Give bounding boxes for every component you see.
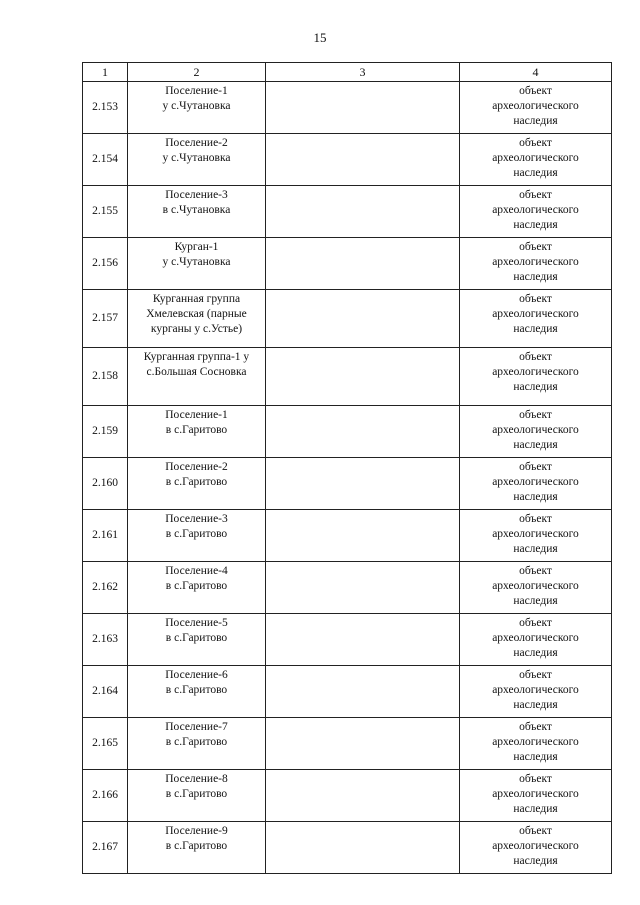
object-category-line: наследия <box>513 271 558 283</box>
column-3-cell <box>266 290 460 348</box>
object-category-line: археологического <box>492 684 579 696</box>
object-name <box>128 458 266 510</box>
column-3-cell <box>266 614 460 666</box>
table-row <box>83 348 612 406</box>
object-category-line: объект <box>519 461 552 473</box>
object-category-line: объект <box>519 241 552 253</box>
row-number: 2.164 <box>83 666 128 718</box>
row-number: 2.166 <box>83 770 128 822</box>
object-category-line: объект <box>519 669 552 681</box>
column-header-4: 4 <box>460 63 612 82</box>
table-row <box>83 666 612 718</box>
table-row <box>83 406 612 458</box>
object-name-line: Поселение-3 <box>165 189 228 201</box>
table-row <box>83 290 612 348</box>
object-category-line: археологического <box>492 840 579 852</box>
object-category-line: наследия <box>513 595 558 607</box>
object-category-line: археологического <box>492 788 579 800</box>
object-category <box>460 562 612 614</box>
row-number: 2.154 <box>83 134 128 186</box>
object-category-line: археологического <box>492 580 579 592</box>
object-name-line: в с.Чутановка <box>162 204 231 216</box>
object-name-line: в с.Гаритово <box>165 736 228 748</box>
object-category-line: археологического <box>492 366 579 378</box>
object-category-line: археологического <box>492 424 579 436</box>
row-number: 2.163 <box>83 614 128 666</box>
table-row <box>83 458 612 510</box>
object-category-line: археологического <box>492 308 579 320</box>
object-name-line: Поселение-1 <box>165 85 228 97</box>
column-3-cell <box>266 458 460 510</box>
column-header-2: 2 <box>128 63 266 82</box>
object-name-line: Поселение-3 <box>165 513 228 525</box>
row-number: 2.162 <box>83 562 128 614</box>
object-name <box>128 290 266 348</box>
object-category-line: наследия <box>513 219 558 231</box>
object-category-line: объект <box>519 825 552 837</box>
object-category-line: объект <box>519 773 552 785</box>
object-category-line: археологического <box>492 152 579 164</box>
object-name-line: в с.Гаритово <box>165 580 228 592</box>
row-number: 2.159 <box>83 406 128 458</box>
column-3-cell <box>266 770 460 822</box>
object-name <box>128 186 266 238</box>
object-name <box>128 510 266 562</box>
object-name <box>128 614 266 666</box>
object-category <box>460 458 612 510</box>
object-name-line: в с.Гаритово <box>165 476 228 488</box>
object-category-line: объект <box>519 721 552 733</box>
object-name <box>128 82 266 134</box>
column-3-cell <box>266 510 460 562</box>
object-category-line: наследия <box>513 647 558 659</box>
object-category-line: наследия <box>513 543 558 555</box>
object-name <box>128 406 266 458</box>
object-name-line: у с.Чутановка <box>162 100 231 112</box>
table-body <box>83 82 612 874</box>
object-name-line: в с.Гаритово <box>165 684 228 696</box>
table-row <box>83 822 612 874</box>
object-category-line: археологического <box>492 736 579 748</box>
object-category-line: объект <box>519 351 552 363</box>
column-3-cell <box>266 238 460 290</box>
object-category-line: наследия <box>513 167 558 179</box>
object-category-line: археологического <box>492 204 579 216</box>
object-category-line: наследия <box>513 699 558 711</box>
row-number: 2.157 <box>83 290 128 348</box>
object-name-line: Поселение-7 <box>165 721 228 733</box>
object-category-line: объект <box>519 565 552 577</box>
object-name <box>128 348 266 406</box>
column-header-1: 1 <box>83 63 128 82</box>
table-row <box>83 134 612 186</box>
row-number: 2.158 <box>83 348 128 406</box>
object-category-line: археологического <box>492 100 579 112</box>
row-number: 2.165 <box>83 718 128 770</box>
object-category-line: объект <box>519 409 552 421</box>
object-category <box>460 82 612 134</box>
table-row <box>83 82 612 134</box>
object-name-line: в с.Гаритово <box>165 788 228 800</box>
object-name-line: Поселение-2 <box>165 461 228 473</box>
object-name-line: Курган-1 <box>174 241 219 253</box>
table-row <box>83 186 612 238</box>
column-3-cell <box>266 562 460 614</box>
object-category-line: наследия <box>513 751 558 763</box>
table-row <box>83 238 612 290</box>
object-name <box>128 238 266 290</box>
object-category-line: наследия <box>513 491 558 503</box>
column-3-cell <box>266 186 460 238</box>
object-name-line: Курганная группа <box>152 293 241 305</box>
column-header-3: 3 <box>266 63 460 82</box>
object-name <box>128 718 266 770</box>
object-category-line: археологического <box>492 256 579 268</box>
object-category-line: объект <box>519 513 552 525</box>
object-category-line: объект <box>519 137 552 149</box>
object-category <box>460 614 612 666</box>
row-number: 2.167 <box>83 822 128 874</box>
object-category <box>460 348 612 406</box>
object-category-line: наследия <box>513 855 558 867</box>
column-3-cell <box>266 718 460 770</box>
object-name-line: в с.Гаритово <box>165 840 228 852</box>
object-category <box>460 238 612 290</box>
object-name-line: Хмелевская (парные <box>146 308 247 320</box>
column-3-cell <box>266 406 460 458</box>
column-3-cell <box>266 82 460 134</box>
column-3-cell <box>266 348 460 406</box>
table-row <box>83 614 612 666</box>
object-category-line: объект <box>519 85 552 97</box>
object-name-line: Поселение-6 <box>165 669 228 681</box>
object-category-line: наследия <box>513 803 558 815</box>
object-name-line: Поселение-9 <box>165 825 228 837</box>
object-name-line: Поселение-4 <box>165 565 228 577</box>
column-3-cell <box>266 134 460 186</box>
object-category-line: объект <box>519 293 552 305</box>
object-category <box>460 406 612 458</box>
table-header-row <box>83 63 612 82</box>
column-3-cell <box>266 822 460 874</box>
object-name-line: курганы у с.Устье) <box>150 323 243 335</box>
object-name-line: с.Большая Сосновка <box>146 366 247 378</box>
object-name-line: в с.Гаритово <box>165 632 228 644</box>
object-category-line: археологического <box>492 476 579 488</box>
object-category <box>460 666 612 718</box>
object-category-line: наследия <box>513 381 558 393</box>
object-name-line: Поселение-1 <box>165 409 228 421</box>
row-number: 2.156 <box>83 238 128 290</box>
object-name <box>128 134 266 186</box>
object-name <box>128 562 266 614</box>
object-category <box>460 822 612 874</box>
object-name-line: у с.Чутановка <box>162 256 231 268</box>
table-row <box>83 510 612 562</box>
object-category-line: объект <box>519 189 552 201</box>
table-row <box>83 718 612 770</box>
object-name-line: в с.Гаритово <box>165 528 228 540</box>
object-category-line: объект <box>519 617 552 629</box>
object-name-line: Курганная группа-1 у <box>143 351 250 363</box>
table-row <box>83 770 612 822</box>
object-name <box>128 770 266 822</box>
column-3-cell <box>266 666 460 718</box>
row-number: 2.160 <box>83 458 128 510</box>
object-category-line: археологического <box>492 632 579 644</box>
row-number: 2.161 <box>83 510 128 562</box>
object-category <box>460 290 612 348</box>
table-row <box>83 562 612 614</box>
heritage-registry-table <box>82 62 612 874</box>
object-name-line: Поселение-2 <box>165 137 228 149</box>
row-number: 2.155 <box>83 186 128 238</box>
object-category <box>460 134 612 186</box>
object-category-line: наследия <box>513 323 558 335</box>
object-name <box>128 822 266 874</box>
object-name-line: у с.Чутановка <box>162 152 231 164</box>
object-name-line: в с.Гаритово <box>165 424 228 436</box>
object-name-line: Поселение-8 <box>165 773 228 785</box>
object-category-line: наследия <box>513 439 558 451</box>
object-category <box>460 718 612 770</box>
object-category-line: наследия <box>513 115 558 127</box>
row-number: 2.153 <box>83 82 128 134</box>
page-number: 15 <box>313 30 327 45</box>
object-category-line: археологического <box>492 528 579 540</box>
object-name-line: Поселение-5 <box>165 617 228 629</box>
object-category <box>460 186 612 238</box>
object-name <box>128 666 266 718</box>
object-category <box>460 510 612 562</box>
object-category <box>460 770 612 822</box>
